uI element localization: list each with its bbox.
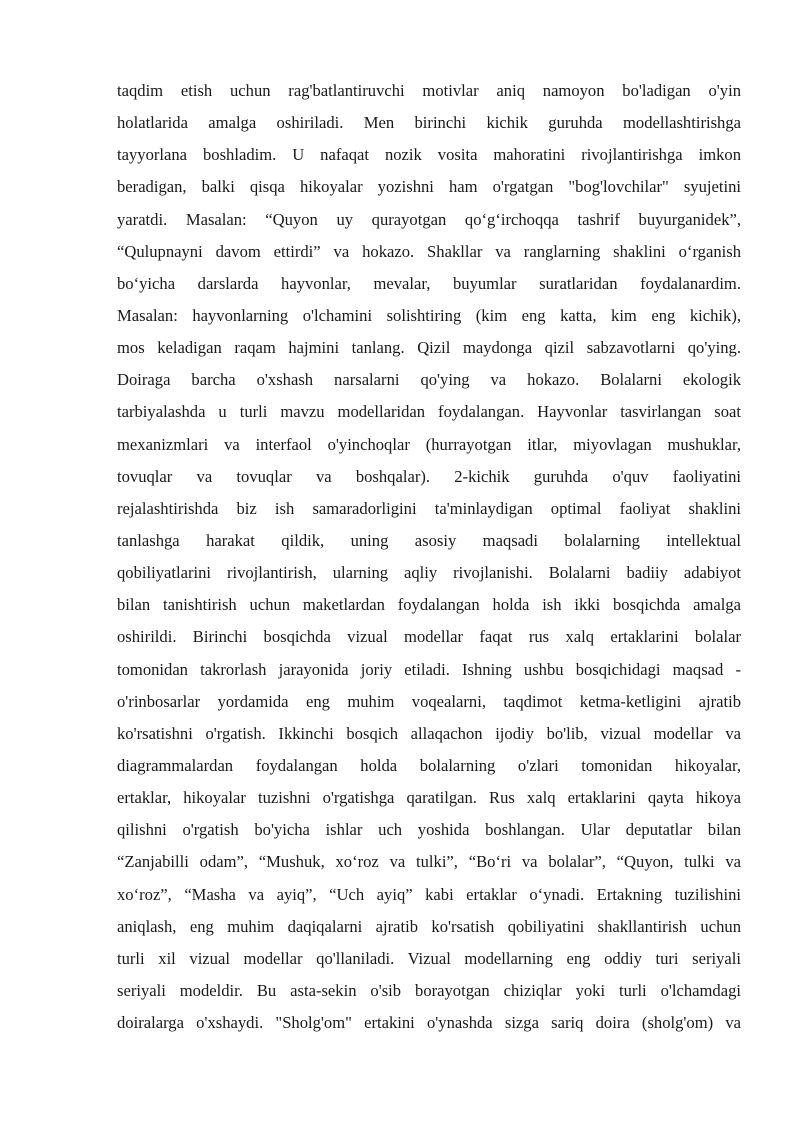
text-line: ertaklar, hikoyalar tuzishni o'rgatishga qaratilgan. Rus xalq ertaklarini qayta hikoya [117, 788, 741, 808]
text-line: tovuqlar va tovuqlar va boshqalar). 2-kichik guruhda o'quv faoliyatini [117, 466, 741, 486]
text-line: tayyorlana boshladim. U nafaqat nozik vosita mahoratini rivojlantirishga imkon [117, 145, 741, 165]
text-line: diagrammalardan foydalangan holda bolalarning o'zlari tomonidan hikoyalar, [117, 755, 741, 775]
text-line: yaratdi. Masalan: “Quyon uy qurayotgan qo‘g‘irchoqqa tashrif buyurganidek”, [117, 209, 741, 229]
text-line: ko'rsatishni o'rgatish. Ikkinchi bosqich allaqachon ijodiy bo'lib, vizual modellar va [117, 723, 741, 743]
text-line: oshirildi. Birinchi bosqichda vizual modellar faqat rus xalq ertaklarini bolalar [117, 627, 741, 647]
text-line: aniqlash, eng muhim daqiqalarni ajratib ko'rsatish qobiliyatini shakllantirish uchun [117, 916, 741, 936]
text-line: bo‘yicha darslarda hayvonlar, mevalar, buyumlar suratlaridan foydalanardim. [117, 273, 741, 293]
text-line: qobiliyatlarini rivojlantirish, ularning aqliy rivojlanishi. Bolalarni badiiy adabiyot [117, 563, 741, 583]
text-line: Doiraga barcha o'xshash narsalarni qo'ying va hokazo. Bolalarni ekologik [117, 370, 741, 390]
text-line: xo‘roz”, “Masha va ayiq”, “Uch ayiq” kabi ertaklar o‘ynadi. Ertakning tuzilishini [117, 884, 741, 904]
text-line: tomonidan takrorlash jarayonida joriy etiladi. Ishning ushbu bosqichidagi maqsad - [117, 659, 741, 679]
text-line: beradigan, balki qisqa hikoyalar yozishni ham o'rgatgan "bog'lovchilar" syujetini [117, 177, 741, 197]
text-line: mos keladigan raqam hajmini tanlang. Qizil maydonga qizil sabzavotlarni qo'ying. [117, 338, 741, 358]
text-line: Masalan: hayvonlarning o'lchamini solishtiring (kim eng katta, kim eng kichik), [117, 305, 741, 325]
text-line: taqdim etish uchun rag'batlantiruvchi motivlar aniq namoyon bo'ladigan o'yin [117, 81, 741, 100]
text-line: turli xil vizual modellar qo'llaniladi. Vizual modellarning eng oddiy turi seriyali [117, 948, 741, 968]
text-line: “Zanjabilli odam”, “Mushuk, xo‘roz va tulki”, “Bo‘ri va bolalar”, “Quyon, tulki va [117, 852, 741, 872]
text-line: holatlarida amalga oshiriladi. Men birinchi kichik guruhda modellashtirishga [117, 113, 741, 133]
body-text [117, 75, 741, 1039]
text-line: qilishni o'rgatish bo'yicha ishlar uch yoshida boshlangan. Ular deputatlar bilan [117, 820, 741, 840]
text-line: mexanizmlari va interfaol o'yinchoqlar (hurrayotgan itlar, miyovlagan mushuklar, [117, 434, 741, 454]
text-line: doiralarga o'xshaydi. "Sholg'om" ertakini o'ynashda sizga sariq doira (sholg'om) va [117, 1013, 741, 1033]
text-line: tarbiyalashda u turli mavzu modellaridan foydalangan. Hayvonlar tasvirlangan soat [117, 402, 741, 422]
text-line: tanlashga harakat qildik, uning asosiy maqsadi bolalarning intellektual [117, 530, 741, 550]
text-line: “Qulupnayni davom ettirdi” va hokazo. Shakllar va ranglarning shaklini o‘rganish [117, 241, 741, 261]
text-line: o'rinbosarlar yordamida eng muhim voqealarni, taqdimot ketma-ketligini ajratib [117, 691, 741, 711]
text-line: bilan tanishtirish uchun maketlardan foydalangan holda ish ikki bosqichda amalga [117, 595, 741, 615]
text-line: seriyali modeldir. Bu asta-sekin o'sib borayotgan chiziqlar yoki turli o'lchamdagi [117, 980, 741, 1000]
text-line: rejalashtirishda biz ish samaradorligini ta'minlaydigan optimal faoliyat shaklini [117, 498, 741, 518]
